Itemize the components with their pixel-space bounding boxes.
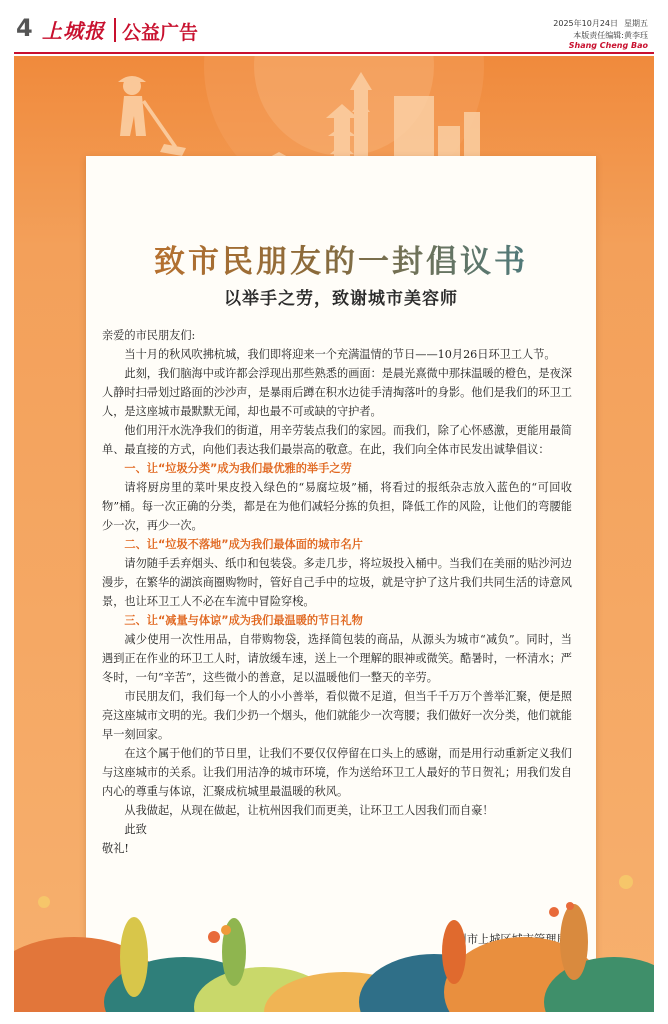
salutation: 此致 [124,823,147,836]
letter-body [102,326,572,858]
issue-date: 2025年10月24日 [553,19,618,28]
newspaper-masthead [0,0,668,50]
autumn-foliage-illustration [14,842,654,1012]
street-sweeper-silhouette [118,76,186,156]
english-name: Shang Cheng Bao [568,41,648,50]
greeting: 亲爱的市民朋友们: [102,329,196,342]
section-2-heading: 二、让“垃圾不落地”成为我们最体面的城市名片 [124,538,363,551]
section-3-heading: 三、让“减量与体谅”成为我们最温暖的节日礼物 [124,614,363,627]
section-2-text: 请勿随手丢弃烟头、纸巾和包装袋。多走几步，将垃圾投入桶中。当我们在美丽的贴沙河边漫步，在繁华的湖滨商圈购物时，管好自己手中的垃圾，就是守护了这片我们共同生活的诗意风景，也让环卫工人不必在车流中冒险穿梭。 [102,557,572,608]
section-1-text: 请将厨房里的菜叶果皮投入绿色的“易腐垃圾”桶，将看过的报纸杂志放入蓝色的“可回收物”桶。每一次正确的分类，都是在为他们减轻分拣的负担，降低工作的风险，让他们的弯腰能少一次，再少一次。 [102,481,572,532]
closing-paragraph-1: 市民朋友们，我们每一个人的小小善举，看似微不足道，但当千千万万个善举汇聚，便是照亮这座城市文明的光。我们少扔一个烟头，他们就能少一次弯腰；我们做好一次分类，他们就能早一刻回家。 [102,690,572,741]
masthead-rule [14,52,654,54]
editor-credit: 本版责任编辑:黄李珏 [573,31,648,40]
section-3-text: 减少使用一次性用品，自带购物袋，选择简包装的商品，从源头为城市“减负”。同时，当遇到正在作业的环卫工人时，请放缓车速，送上一个理解的眼神或微笑。酷暑时，一杯清水；严冬时，一句“辛苦”，这些微小的善意，足以温暖他们一整天的辛劳。 [102,633,572,684]
issue-weekday: 星期五 [624,19,648,28]
letter-subtitle: 以举手之劳，致谢城市美容师 [224,289,458,309]
page-number: 4 [16,14,33,42]
section-name: 公益广告 [122,22,199,44]
closing-paragraph-2: 在这个属于他们的节日里，让我们不要仅仅停留在口头上的感谢，而是用行动重新定义我们与这座城市的关系。让我们用洁净的城市环境，作为送给环卫工人最好的节日贺礼；用我们发自内心的尊重与体谅，汇聚成杭城里最温暖的秋风。 [102,747,572,798]
salutation-respect: 敬礼! [102,842,129,855]
newspaper-logo: 上城报 [42,19,105,43]
paragraph-call: 他们用汗水洗净我们的街道，用辛劳装点我们的家园。而我们，除了心怀感激，更能用最简单、最直接的方式，向他们表达我们最崇高的敬意。在此，我们向全体市民发出诚挚倡议： [102,424,572,456]
issue-date-line [547,18,648,29]
closing-paragraph-3: 从我做起，从现在做起，让杭州因我们而更美，让环卫工人因我们而自豪！ [124,804,494,817]
section-1-heading: 一、让“垃圾分类”成为我们最优雅的举手之劳 [124,462,352,475]
letter-title: 致市民朋友的一封倡议书 [86,236,596,281]
public-service-poster [14,56,654,1012]
paragraph-scenes: 此刻，我们脑海中或许都会浮现出那些熟悉的画面：是晨光熹微中那抹温暖的橙色，是夜深人静时扫帚划过路面的沙沙声，是暴雨后蹲在积水边徒手清掏落叶的身影。他们是我们的环卫工人，是这座城市最默默无闻，却也最不可或缺的守护者。 [102,367,572,418]
masthead-divider [114,18,116,42]
paragraph-intro: 当十月的秋风吹拂杭城，我们即将迎来一个充满温情的节日——10月26日环卫工人节。 [124,348,556,361]
